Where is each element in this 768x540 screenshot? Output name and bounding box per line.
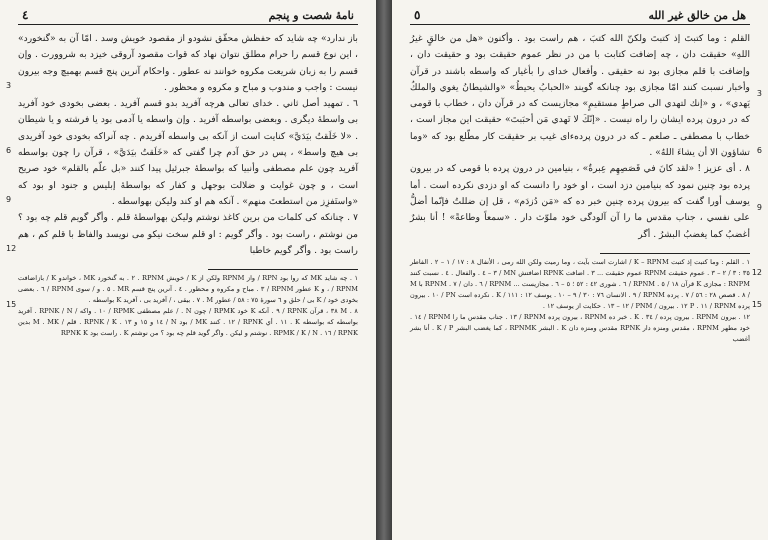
line-number: 15 bbox=[6, 300, 17, 309]
page-number: ٤ bbox=[22, 8, 29, 22]
paragraph: باز ندارد» چه شاید که حفظش محقّق نشودو از مقصود خویش وسد . امّا آن به «گنخورد» ، اين نوع قسم را حرام مطلق نتوان نهاد که قوات مقصود آروقی خیزد به شروورت . وإن قسم را به زبان شریعت مکروه خوانند نه عطور . واحکام آنرین پنج قسم بهمیچ وجه بیرون نیست : واجب و مندوب و مباح و مکروه و محظور . bbox=[18, 33, 358, 93]
page-header bbox=[410, 6, 750, 25]
footnotes bbox=[410, 257, 750, 345]
left-page bbox=[0, 0, 376, 540]
footnote-block: ١ . چه شاید MK که روا بود RPN / واز RPNM ولکن از K / خویش RPNM . ٢ . به گنخورد MK ، خواندو K / بازاضافت RPNM / ، و K عطور RPNM / ٣ . مباح و مکروه و محظور . ٤ . آنرین پنج قسم MR . ٥ . و / سوی RPNM / ٦ . بعضی بخودی خود / K بی / حلق و ٦ سورهٔ ٧٥ : ٥٨ / عطور M . ٧ . بیقی ، / آفرید بی ، آفرید K بواسطه . bbox=[18, 274, 359, 305]
footnote-block: ١٢ . بیرون RPNM . بیرون پرده / ٣٤ . K . خبر ده RPNM ، بیرون پرده RPNM / ١٣ . جناب مقدس ما را RPNM / ١٤ . خود مطهر RPNM ، مقدس ومنزه دار RPNK مقدس ومنزه دان K . البشر RPNMK ، کما یغضب البشر K / P . أنا بشر أغضب bbox=[410, 312, 751, 343]
right-page bbox=[392, 0, 768, 540]
running-title: نامهٔ شصت و پنجم bbox=[268, 8, 354, 22]
paragraph: ٧ . چنانکه کی کلمات من برین کاغذ نوشتم ولیکن بهواسطهٔ قلم . وأگر گویم قلم چه بود ؟ من نوشتم ، راست بود . وأگر گویم : او قلم سخت نیکو می نویسد والفاظ با قلم کم ، هم راست بود . وأگر گویم خاطبا bbox=[18, 212, 358, 256]
book-spine bbox=[376, 0, 392, 540]
footnote-separator bbox=[208, 269, 358, 270]
line-number: 6 bbox=[6, 146, 12, 155]
footnote-block: ١ . القلم : وما كتبت إذ كتبت K – RPNM / اشارت است بآیت ، وما رميت ولكن الله رمى ، الأنفال ٨ : ١٧ / ١ – ٢ . الفاطر ٣٥ : ٣ / ٢ – ٣ . عموم حقیقت RPNM عموم حقيقت ... ٣ . اضافت RPNK اضافتش MN / ٣ – ٤ . والفعال . ٤ . نسبت کنند RNPM : مجازی K قرآن ١٨ / ٥ . RPNM / ٦ . شوری ٤٢ : ٥٢ ؛ ٥ – ٦ . مجازیست ... RPNM / ٦ . دان / ٧ . RPNM با M / ٨ . قصص ٢٨ : ٥٦ / ٧ . پرده RPNM / ٩ . الانسان ٧٦ : ٣٠ / ٩ – ١٠ . یوسف ١٢ : ١١١ / K . نکرده است PN / ١٠ . بیرون پرده RPNM / ١١ . P ١٢ . بیرون / PNM / ١٢ – ١٣ . حکایت از یوسف ١٢ . bbox=[410, 257, 750, 310]
line-number: 12 bbox=[751, 268, 762, 277]
paragraph: ٨ . أی عزیز ! «لقد كانَ في قَصَصِهِم عِبرةٌ» ، بنیامین در درون پرده با قومی که در بیرون پرده بود چنین نمود که بنیامین دزد است ، او خود را دانست که او دزدی نکرده است . أما يوسف أورا گفت که بیرون پرده چنین خبر ده که «مَن دُزدَم» ، قل إن ضللتُ فإنّما أضلُّ على نفسي ، جناب مقدس ما را آن آلودگی خود ملوّث دار . «سمعاً وطاعةً» ! أنا بشرٌ أغضبُ كما يغضبُ البشرُ . أگر bbox=[410, 163, 750, 240]
footnotes bbox=[18, 273, 358, 339]
paragraph: القلم : وما كتبتَ إذ كتبتَ ولكنّ الله كتبَ ، هم راست بود . وأکنون «هل من خالقٍ غيرُ اللهِ» حقیقت دان ، چه إضافت کتابت با من در نظر عموم حقیقت بود و حقیقت دان ، وإضافت با قلم مجازی بود نه حقیقی . وأفعال خدای را بأغیار که واسطه باشند در قرآن وأخبار نسبت کنند امّا مجازی بود چنانکه گویند «الحبابُ يحيطُ» «والشيطانُ يغوي والملكُ يَهدي» ، و «إنك لتهدي الى صراطٍ مستقيمٍ» مجازیست که در قرآن دان ، خطاب با قومی که در درون پرده ایشان را راه نیست . «إنّكَ لا تَهدي مَن أحبَبتَ» حقیقت این مجاز است ، خطاب با مصطفی ـ صلعم ـ که در درون پردهءای غیب بر حقیقت کار مطّلع بود که «وما تشاؤون الا أن يشاءَ اللهُ» . bbox=[410, 33, 750, 159]
line-number: 15 bbox=[751, 300, 762, 309]
paragraph: ٦ . تمهید أصل ثاني . خدای تعالی هرچه آفرید بدو قسم آفرید . بعضی بخودی خود آفرید بی واسطهٔ دیگری . وبعضی بواسطه آفرید . وإن واسطه یا آدمی بود یا فرشته و یا شیطان . «لا خَلَقتُ بيَدَيَّ» کنایت است از آنکه بی واسطه آفریدم . چه آنراکه بخودی خود آفریدی بی هیچ واسط» ، پس در حق آدم چرا گفتی که «خَلَقتُ بيَدَيَّ» ، قرآن را چون بواسطه آفرید چون علم مصطفی وأنبیا که بواسطهٔ جبرئیل پیدا کنند «بل علّم بالقلم» خود صریح است ، و چون غوایت و ضلالت بوجهل و کفار که بواسطهٔ إبلیس و جنود او بود که «واستَفزِز من استطعتَ منهم» . آنکه هم او کند ولیکن بهواسطه . bbox=[18, 98, 358, 207]
main-text bbox=[410, 31, 750, 243]
running-title: هل من خالق غیر الله bbox=[648, 8, 746, 22]
line-number: 9 bbox=[756, 203, 762, 212]
line-number: 12 bbox=[6, 244, 17, 253]
line-number: 3 bbox=[756, 89, 762, 98]
page-header bbox=[18, 6, 358, 25]
line-number: 9 bbox=[6, 195, 12, 204]
page-number: ٥ bbox=[414, 8, 421, 22]
main-text bbox=[18, 31, 358, 259]
footnote-block: ٨ . M ٣٨ ، قرآن RPNK / ٩ . آنکه K خود RPMK / چون N . / علم مصطفی RPMK / ١٠ . واکه / RPNK / N . آفرید بواسطه که بواسطه K . ١١ . أي RPNK / ١٢ . کنند MK / بود N / ١٤ و ١٥ و ١٣ . RPNK / K . قلم / M . MK بدين RPNK / ١٦ . RPMK / K / N . نوشتم و لیکن . واگر گوید قلم چه بود ؟ من نوشتم K . راست بود RPNK K bbox=[18, 307, 359, 338]
line-number: 6 bbox=[756, 146, 762, 155]
line-number: 3 bbox=[6, 81, 12, 90]
footnote-separator bbox=[600, 253, 750, 254]
